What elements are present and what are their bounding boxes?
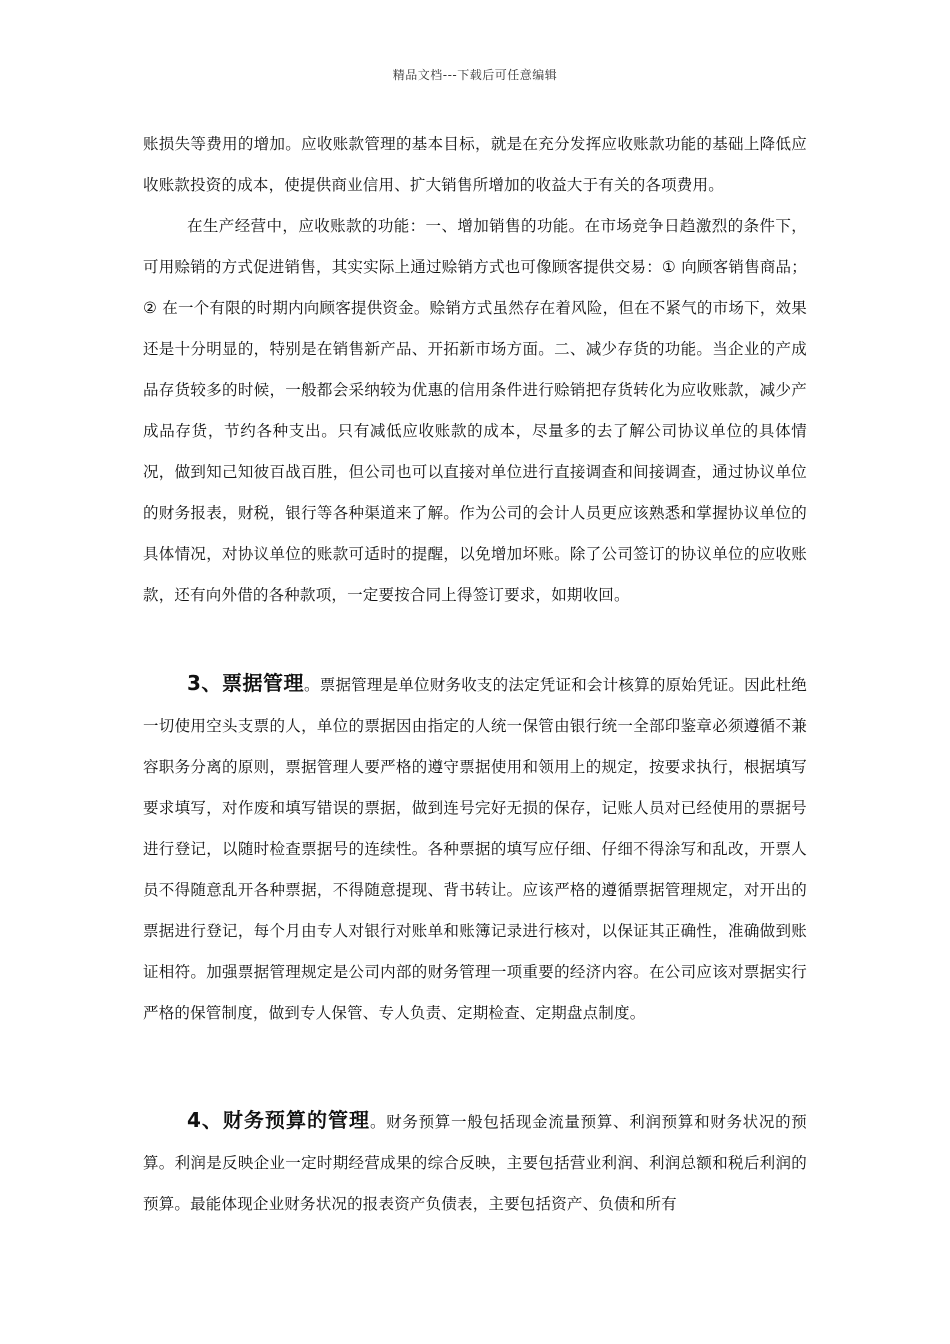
bill-management-body: 。票据管理是单位财务收支的法定凭证和会计核算的原始凭证。因此杜绝一切使用空头支票的人，单位的票据因由指定的人统一保管由银行统一全部印鉴章必须遵循不兼容职务分离的原则，票据管理人要严格的遵守票据使用和领用上的规定，按要求执行，根据填写要求填写，对作废和填写错误的票据，做到连号完好无损的保存，记账人员对已经使用的票据号进行登记，以随时检查票据号的连续性。各种票据的填写应仔细、仔细不得涂写和乱改，开票人员不得随意乱开各种票据，不得随意提现、背书转让。应该严格的遵循票据管理规定，对开出的票据进行登记，每个月由专人对银行对账单和账簿记录进行核对，以保证其正确性，准确做到账证相符。加强票据管理规定是公司内部的财务管理一项重要的经济内容。在公司应该对票据实行严格的保管制度，做到专人保管、专人负责、定期检查、定期盘点制度。 <box>143 676 807 1022</box>
section-heading-budget-management: 4、财务预算的管理 <box>187 1108 370 1132</box>
budget-management-section <box>143 1100 807 1225</box>
budget-management-body: 。财务预算一般包括现金流量预算、利润预算和财务状况的预算。利润是反映企业一定时期经营成果的综合反映，主要包括营业利润、利润总额和税后利润的预算。最能体现企业财务状况的报表资产负债表，主要包括资产、负债和所有 <box>143 1113 807 1213</box>
running-header: 精品文档---下载后可任意编辑 <box>392 68 558 82</box>
paragraph-budget-management <box>143 1100 807 1225</box>
bill-management-section <box>143 663 807 1034</box>
paragraph-receivables-functions: 在生产经营中，应收账款的功能：一、增加销售的功能。在市场竞争日趋激烈的条件下，可用赊销的方式促进销售，其实实际上通过赊销方式也可像顾客提供交易：① 向顾客销售商品；② 在一个有限的时期内向顾客提供资金。赊销方式虽然存在着风险，但在不紧气的市场下，效果还是十分明显的，特别是在销售新产品、开拓新市场方面。二、减少存货的功能。当企业的产成品存货较多的时候，一般都会采纳较为优惠的信用条件进行赊销把存货转化为应收账款，减少产成品存货，节约各种支出。只有减低应收账款的成本，尽量多的去了解公司协议单位的具体情况，做到知己知彼百战百胜，但公司也可以直接对单位进行直接调查和间接调查，通过协议单位的财务报表，财税，银行等各种渠道来了解。作为公司的会计人员更应该熟悉和掌握协议单位的具体情况，对协议单位的账款可适时的提醒，以免增加坏账。除了公司签订的协议单位的应收账款，还有向外借的各种款项，一定要按合同上得签订要求，如期收回。 <box>143 217 807 604</box>
paragraph-receivables-goal: 账损失等费用的增加。应收账款管理的基本目标，就是在充分发挥应收账款功能的基础上降低应收账款投资的成本，使提供商业信用、扩大销售所增加的收益大于有关的各项费用。 <box>143 135 807 194</box>
receivables-section <box>143 124 807 616</box>
section-heading-bill-management: 3、票据管理 <box>187 671 305 695</box>
paragraph-bill-management <box>143 663 807 1034</box>
